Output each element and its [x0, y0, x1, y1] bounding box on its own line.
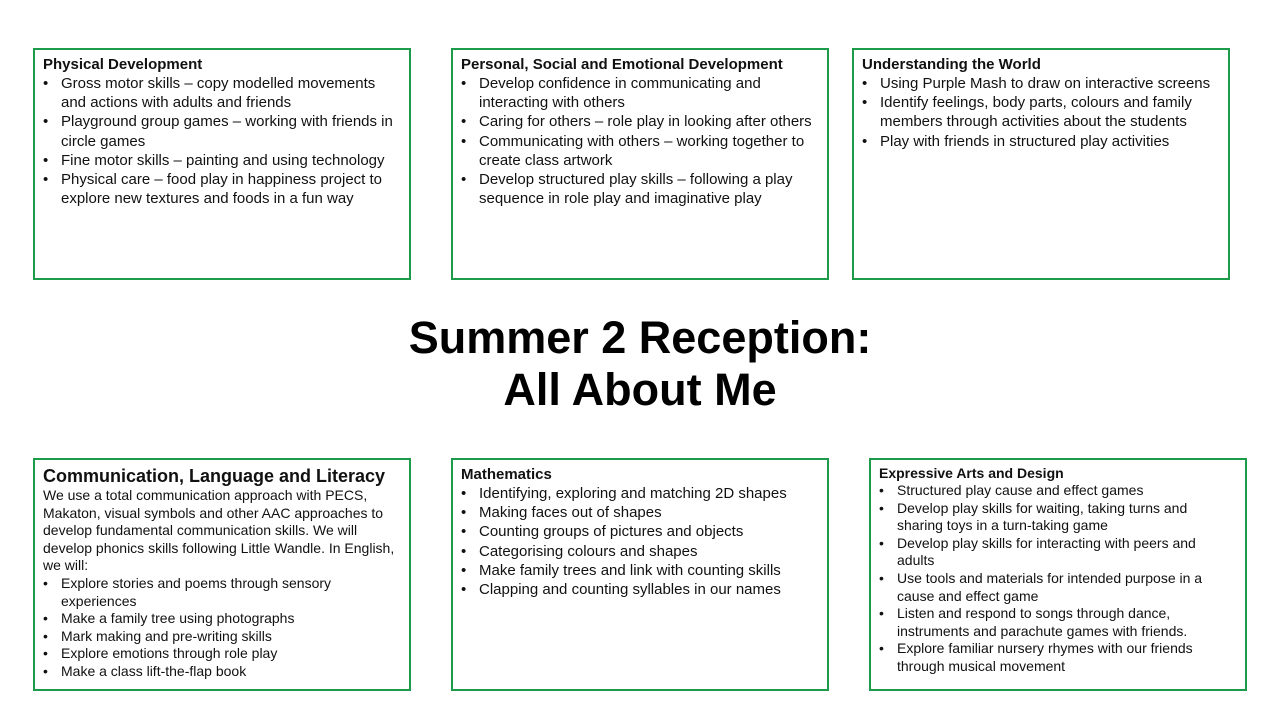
- expressive-arts-heading: Expressive Arts and Design: [879, 465, 1064, 481]
- list-item: • Structured play cause and effect games: [879, 482, 1237, 500]
- understanding-world-heading: Understanding the World: [862, 56, 1041, 73]
- list-item: • Fine motor skills – painting and using technology: [43, 151, 401, 170]
- cll-intro: We use a total communication approach with PECS, Makaton, visual symbols and other AAC approaches to develop fundamental communication skills. We will develop phonics skills following Little Wandle. In English, we will:: [43, 487, 395, 574]
- list-item: • Use tools and materials for intended purpose in a cause and effect game: [879, 570, 1237, 605]
- list-item: • Explore familiar nursery rhymes with our friends through musical movement: [879, 640, 1237, 675]
- list-item: • Develop structured play skills – following a play sequence in role play and imaginative play: [461, 170, 819, 208]
- list-item: • Physical care – food play in happiness project to explore new textures and foods in a fun way: [43, 170, 401, 208]
- page-title-line-1: Summer 2 Reception:: [408, 312, 872, 363]
- cll-heading: Communication, Language and Literacy: [43, 466, 386, 486]
- list-item: • Make a class lift-the-flap book: [43, 663, 401, 681]
- list-item: • Playground group games – working with friends in circle games: [43, 112, 401, 150]
- list-item: • Identifying, exploring and matching 2D shapes: [461, 484, 819, 503]
- physical-development-list: [43, 74, 401, 208]
- list-item: • Communicating with others – working together to create class artwork: [461, 132, 819, 170]
- physical-development-heading: Physical Development: [43, 56, 203, 73]
- expressive-arts-list: [879, 482, 1237, 676]
- list-item: • Counting groups of pictures and objects: [461, 522, 819, 541]
- mathematics-heading: Mathematics: [461, 466, 552, 483]
- mathematics-list: [461, 484, 819, 599]
- list-item: • Play with friends in structured play activities: [862, 132, 1220, 151]
- list-item: • Develop confidence in communicating and interacting with others: [461, 74, 819, 112]
- list-item: • Clapping and counting syllables in our names: [461, 580, 819, 599]
- understanding-world-box: [852, 48, 1230, 280]
- psed-box: [451, 48, 829, 280]
- cll-box: [33, 458, 411, 691]
- page-title: [240, 312, 1040, 416]
- list-item: • Identify feelings, body parts, colours and family members through activities about the students: [862, 93, 1220, 131]
- list-item: • Gross motor skills – copy modelled movements and actions with adults and friends: [43, 74, 401, 112]
- list-item: • Using Purple Mash to draw on interactive screens: [862, 74, 1220, 93]
- list-item: • Explore stories and poems through sensory experiences: [43, 575, 401, 610]
- psed-heading: Personal, Social and Emotional Development: [461, 56, 783, 73]
- mathematics-box: [451, 458, 829, 691]
- page-title-line-2: All About Me: [503, 364, 777, 415]
- list-item: • Develop play skills for waiting, taking turns and sharing toys in a turn-taking game: [879, 500, 1237, 535]
- list-item: • Caring for others – role play in looking after others: [461, 112, 819, 131]
- physical-development-box: [33, 48, 411, 280]
- list-item: • Make a family tree using photographs: [43, 610, 401, 628]
- understanding-world-list: [862, 74, 1220, 151]
- list-item: • Listen and respond to songs through dance, instruments and parachute games with friends.: [879, 605, 1237, 640]
- cll-list: [43, 575, 401, 681]
- list-item: • Mark making and pre-writing skills: [43, 628, 401, 646]
- list-item: • Explore emotions through role play: [43, 645, 401, 663]
- psed-list: [461, 74, 819, 208]
- list-item: • Make family trees and link with counting skills: [461, 561, 819, 580]
- list-item: • Categorising colours and shapes: [461, 542, 819, 561]
- list-item: • Develop play skills for interacting with peers and adults: [879, 535, 1237, 570]
- expressive-arts-box: [869, 458, 1247, 691]
- list-item: • Making faces out of shapes: [461, 503, 819, 522]
